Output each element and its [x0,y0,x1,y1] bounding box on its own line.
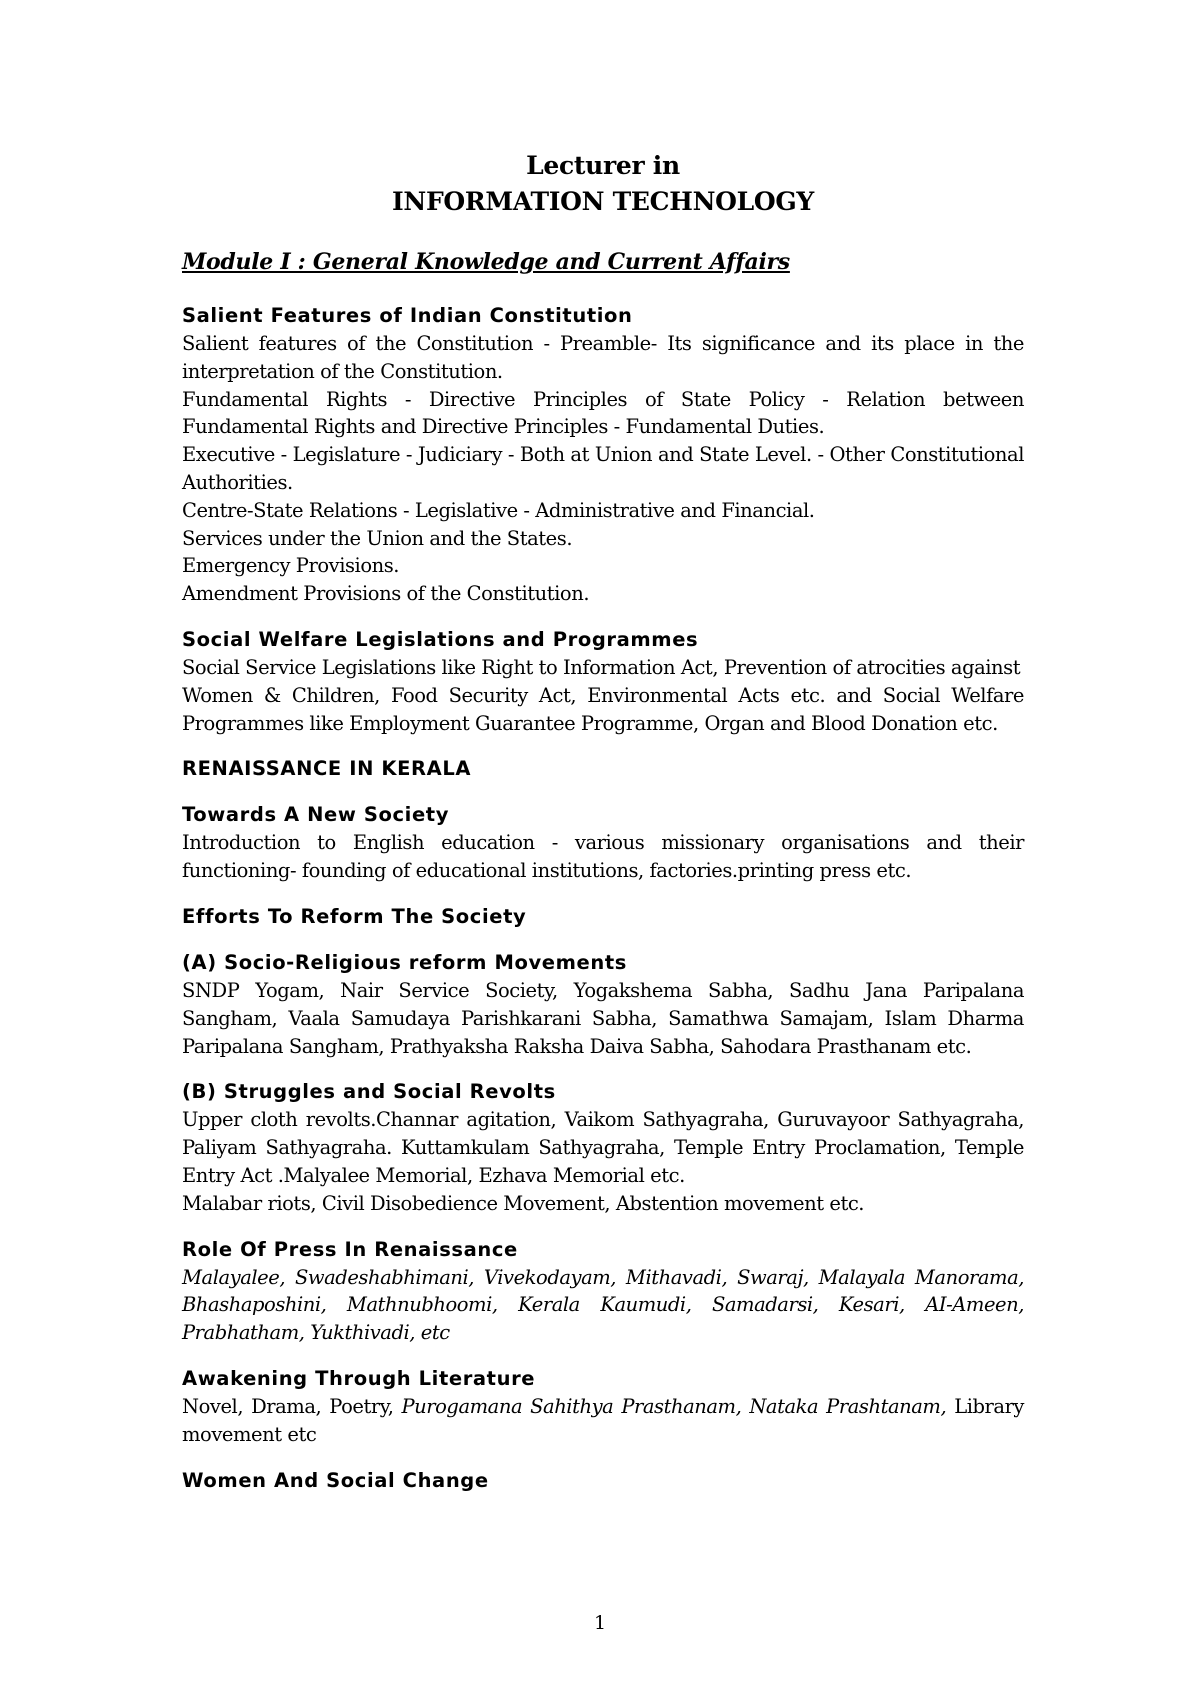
literature-text-c: Library movement etc [182,1394,1025,1446]
title-line-2: INFORMATION TECHNOLOGY [392,187,814,216]
paragraph: Fundamental Rights - Directive Principles of State Policy - Relation between Fundamental Rights and Directive Principles - Fundamental Duties. [182,387,1024,439]
spacer [182,608,1024,626]
title-line-1: Lecturer in [526,151,680,180]
paragraph: SNDP Yogam, Nair Service Society, Yogakshema Sabha, Sadhu Jana Paripalana Sangham, Vaala Samudaya Parishkarani Sabha, Samathwa Samajam, Islam Dharma Paripalana Sangham, Prathyaksha Raksha Daiva Sabha, Sahodara Prasthanam etc. [182,978,1024,1058]
section-heading-women: Women And Social Change [182,1468,489,1492]
spacer [182,931,1024,949]
paragraph: Social Service Legislations like Right to Information Act, Prevention of atrocities against [182,655,1021,679]
paragraph: Upper cloth revolts.Channar agitation, Vaikom Sathyagraha, Guruvayoor Sathyagraha, Paliyam Sathyagraha. Kuttamkulam Sathyagraha, Temple Entry Proclamation, Temple Entry Act .Malyalee Memorial, Ezhava Memorial etc. [182,1108,1024,1187]
document-title [182,148,1024,220]
spacer [182,885,1024,903]
section-heading-constitution: Salient Features of Indian Constitution [182,304,633,327]
paragraph: Services under the Union and the States. [182,526,573,550]
paragraph: Emergency Provisions. [182,554,400,578]
page-content [182,148,1024,1495]
module-title: Module I : General Knowledge and Current Affairs [182,249,790,275]
section-heading-press: Role Of Press In Renaissance [182,1237,518,1261]
paragraph: Introduction to English education - various missionary organisations and their functioning- founding of educational institutions, factories.printing press etc. [182,831,1024,883]
paragraph: Centre-State Relations - Legislative - Administrative and Financial. [182,498,815,522]
section-heading-movements: (A) Socio-Religious reform Movements [182,950,627,974]
paragraph: Amendment Provisions of the Constitution. [182,582,590,606]
section-heading-renaissance: RENAISSANCE IN KERALA [182,757,472,781]
spacer [182,278,1024,302]
section-heading-literature: Awakening Through Literature [182,1366,536,1390]
literature-text-b: Purogamana Sahithya Prasthanam, Nataka Prashtanam, [401,1394,947,1418]
page-number: 1 [593,1612,607,1634]
paragraph: Executive - Legislature - Judiciary - Both at Union and State Level. - Other Constitutional Authorities. [182,443,1024,494]
paragraph [182,1393,1024,1449]
section-heading-welfare: Social Welfare Legislations and Programmes [182,627,699,651]
paragraph: Women & Children, Food Security Act, Environmental Acts etc. and Social Welfare Programmes like Employment Guarantee Programme, Organ and Blood Donation etc. [182,683,1024,735]
spacer [182,1218,1024,1236]
section-heading-reform: Efforts To Reform The Society [182,904,527,928]
spacer [182,783,1024,801]
spacer [182,1449,1024,1467]
spacer [182,737,1024,755]
spacer [182,1060,1024,1078]
section-heading-new-society: Towards A New Society [182,803,450,827]
literature-text-a: Novel, Drama, Poetry, [182,1394,402,1418]
paragraph: Malabar riots, Civil Disobedience Movement, Abstention movement etc. [182,1191,865,1215]
paragraph: Malayalee, Swadeshabhimani, Vivekodayam, Mithavadi, Swaraj, Malayala Manorama, Bhashaposhini, Mathnubhoomi, Kerala Kaumudi, Samadarsi, Kesari, AI-Ameen, Prabhatham, Yukthivadi, etc [182,1265,1024,1345]
section-heading-struggles: (B) Struggles and Social Revolts [182,1080,556,1104]
spacer [182,1347,1024,1365]
paragraph: Salient features of the Constitution - Preamble- Its significance and its place in the interpretation of the Constitution. [182,332,1024,383]
